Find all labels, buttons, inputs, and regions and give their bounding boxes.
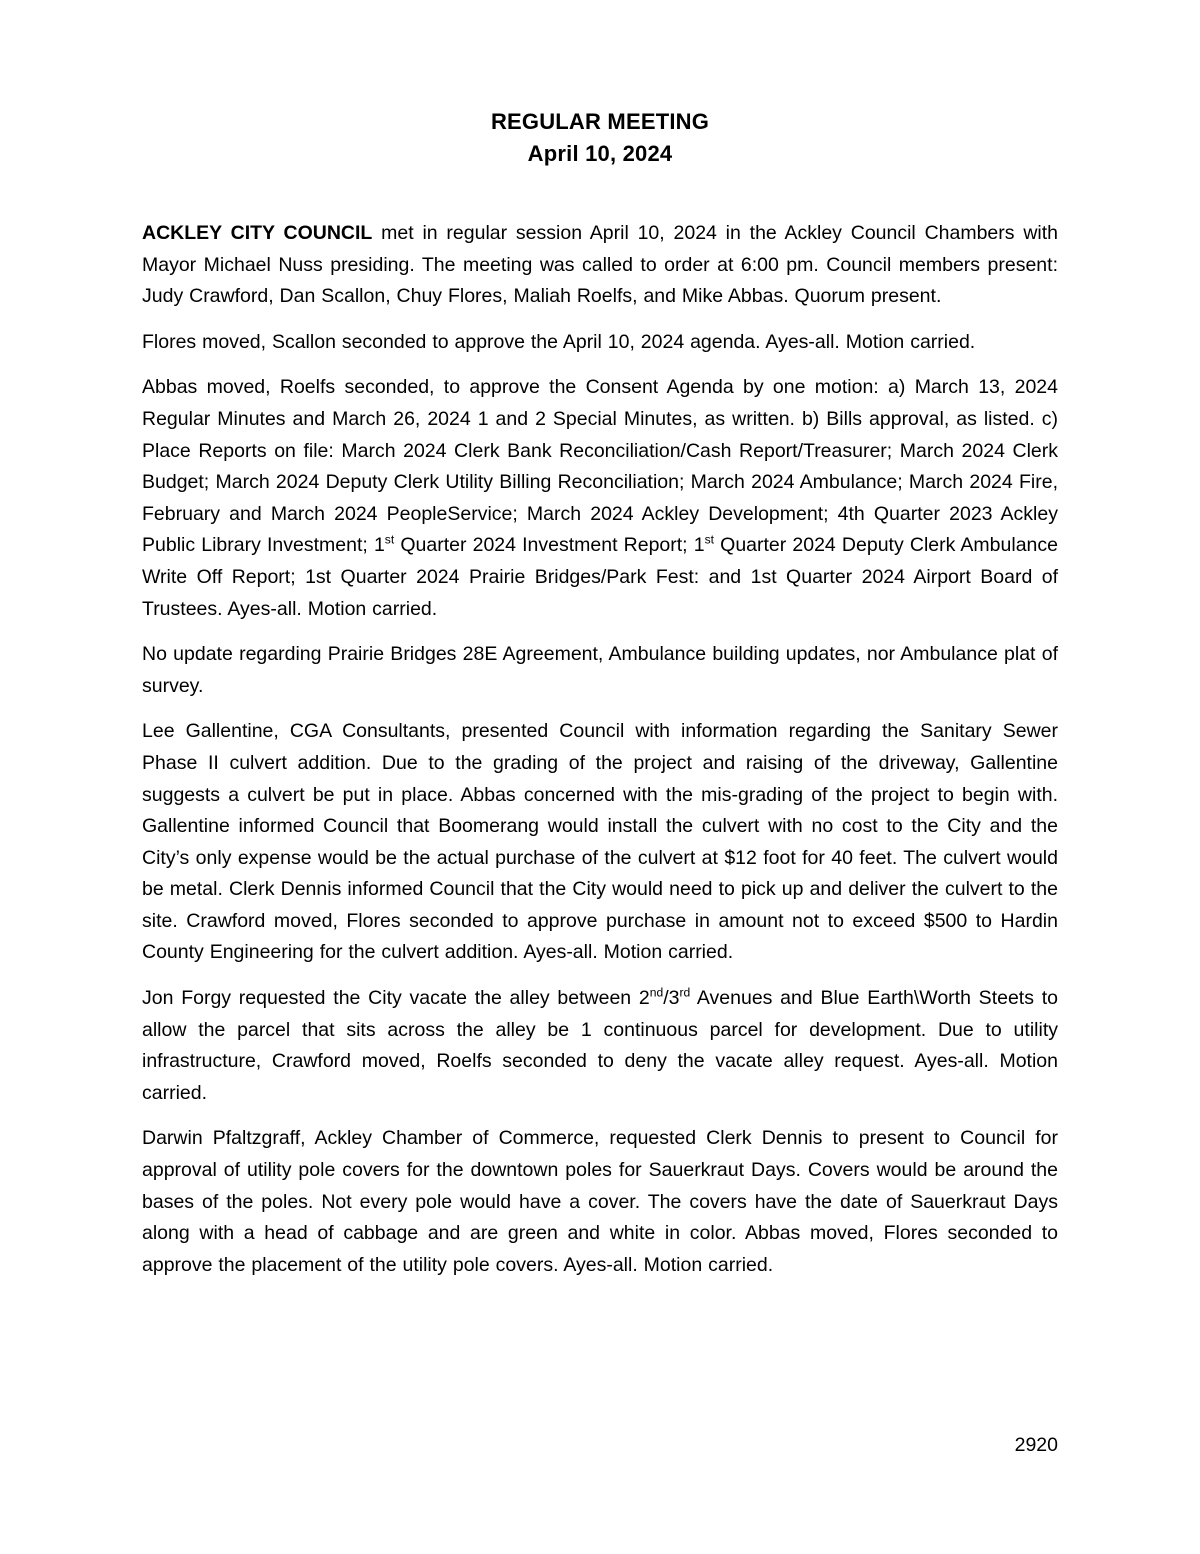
- paragraph-text: Abbas moved, Roelfs seconded, to approve the Consent Agenda by one motion: a) March 13, 2024 Regular Minutes and March 26, 2024 1 and 2 Special Minutes, as written. b) Bills approval, as listed. c) Place Reports on file: March 2024 Clerk Bank Reconciliation/Cash Report/Treasurer; March 2024 Clerk Budget; March 2024 Deputy Clerk Utility Billing Reconciliation; March 2024 Ambulance; March 2024 Fire, February and March 2024 PeopleService; March 2024 Ackley Development; 4th Quarter 2023 Ackley Public Library Investment; 1: [142, 376, 1058, 557]
- document-title: REGULAR MEETING: [490, 109, 710, 134]
- paragraph-text: met in regular session April 10, 2024 in the Ackley Council Chambers with Mayor Michael Nuss presiding. The meeting was called to order at 6:00 pm. Council members present: Judy Crawford, Dan Scallon, Chuy Flores, Maliah Roelfs, and Mike Abbas. Quorum present.: [142, 222, 1059, 308]
- paragraph-text: Lee Gallentine, CGA Consultants, presented Council with information regarding the Sanitary Sewer Phase II culvert addition. Due to the grading of the project and raising of the driveway, Gallentine suggests a culvert be put in place. Abbas concerned with the mis-grading of the project to begin with. Gallentine informed Council that Boomerang would install the culvert with no cost to the City and the City’s only expense would be the actual purchase of the culvert at $12 foot for 40 feet. The culvert would be metal. Clerk Dennis informed Council that the City would need to pick up and deliver the culvert to the site. Crawford moved, Flores seconded to approve purchase in amount not to exceed $500 to Hardin County Engineering for the culvert addition. Ayes-all. Motion carried.: [142, 720, 1058, 964]
- page-number: 2920: [1014, 1434, 1058, 1456]
- paragraph: [142, 218, 1058, 313]
- paragraph: [142, 716, 1058, 969]
- superscript-text: nd: [649, 985, 664, 1000]
- paragraph-text: Quarter 2024 Investment Report; 1: [394, 534, 705, 557]
- paragraph-text: Flores moved, Scallon seconded to approve the April 10, 2024 agenda. Ayes-all. Motion carried.: [142, 330, 976, 353]
- document-header: [142, 106, 1058, 170]
- paragraph-text: Darwin Pfaltzgraff, Ackley Chamber of Commerce, requested Clerk Dennis to present to Council for approval of utility pole covers for the downtown poles for Sauerkraut Days. Covers would be around the bases of the poles. Not every pole would have a cover. The covers have the date of Sauerkraut Days along with a head of cabbage and are green and white in color. Abbas moved, Flores seconded to approve the placement of the utility pole covers. Ayes-all. Motion carried.: [142, 1127, 1058, 1276]
- paragraph-text: Jon Forgy requested the City vacate the alley between 2: [142, 987, 650, 1010]
- superscript-text: st: [384, 532, 395, 547]
- paragraph: [142, 1123, 1058, 1281]
- paragraph-text: No update regarding Prairie Bridges 28E Agreement, Ambulance building updates, nor Ambulance plat of survey.: [142, 643, 1058, 697]
- paragraph-text: Quarter 2024 Deputy Clerk Ambulance Write Off Report; 1st Quarter 2024 Prairie Bridges/Park Fest: and 1st Quarter 2024 Airport Board of Trustees. Ayes-all. Motion carried.: [142, 534, 1058, 620]
- paragraph-bold-lead: ACKLEY CITY COUNCIL: [142, 222, 373, 244]
- paragraph: [142, 639, 1058, 702]
- paragraph-text: /3: [663, 987, 680, 1010]
- document-body: [142, 218, 1058, 1281]
- paragraph: [142, 327, 1058, 359]
- paragraph-text: Avenues and Blue Earth\Worth Steets to allow the parcel that sits across the alley be 1 continuous parcel for development. Due to utility infrastructure, Crawford moved, Roelfs seconded to deny the vacate alley request. Ayes-all. Motion carried.: [142, 987, 1058, 1104]
- document-date: April 10, 2024: [527, 141, 673, 166]
- superscript-text: rd: [679, 985, 691, 1000]
- superscript-text: st: [704, 532, 714, 547]
- paragraph: [142, 372, 1058, 625]
- paragraph: [142, 983, 1058, 1109]
